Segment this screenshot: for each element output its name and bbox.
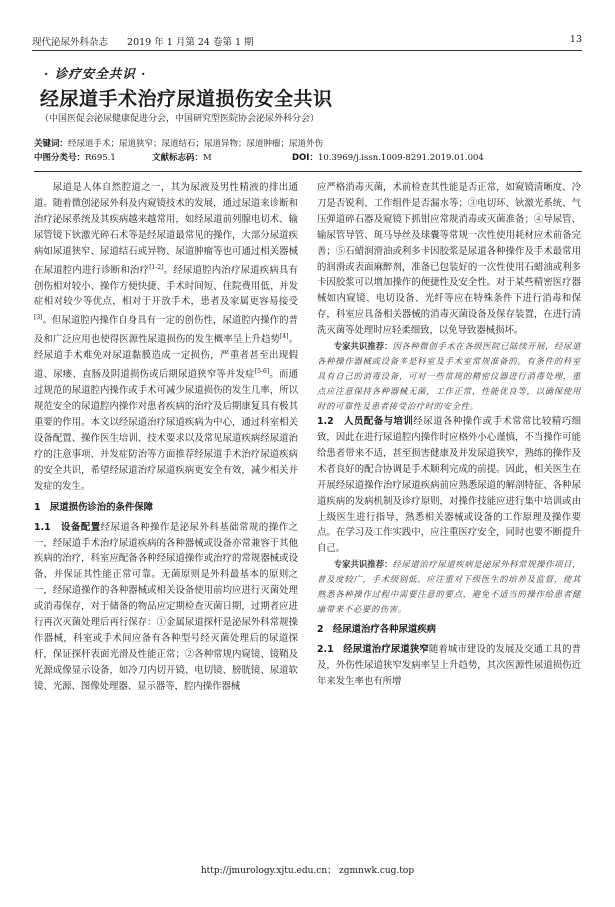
continued-paragraph: 应严格消毒灭菌，术前检查其性能是否正常，如窥镜清晰度、冷刀是否锐利、工作组件是否漏水等；③电切环、钬激光系统、气压弹道碎石器及窥镜下抓钳应常规消毒或灭菌准备；④导尿管、输尿管导管、斑马导丝及球囊等常规一次性使用耗材应术前备完善；⑤石蜡润滑油或利多卡因胶浆是尿道各种操作及手术最常用的润滑或表面麻醉剂，准备已包装好的一次性使用石蜡油或利多卡因胶浆可以增加操作的便捷性及安全性。对于某些精密医疗器械如内窥镜、电切设备、光纤等应在特殊条件下进行消毒和保存，科室应具备相关器械的消毒灭菌设备及保存装置，在进行清洗灭菌等处理时应轻柔细致，以免导致器械损坏。 [317, 182, 581, 337]
left-column [34, 180, 298, 695]
keywords-label: 关键词： [34, 139, 69, 149]
subsection-heading-1-1: 1.1 设备配置 [34, 521, 101, 533]
meta-divider [34, 171, 582, 172]
ref-marker: [4] [280, 333, 289, 341]
article-author: （中国医促会泌尿健康促进分会，中国研究型医院协会泌尿外科分会） [40, 114, 320, 124]
clc-label: 中图分类号： [34, 153, 86, 163]
recommendation-label: 专家共识推荐： [333, 559, 393, 570]
running-header [32, 32, 582, 51]
ref-marker: [5-6] [254, 368, 270, 376]
section-heading-2: 2 经尿道治疗各种尿道疾病 [317, 624, 437, 636]
doi-value: 10.3969/j.issn.1009-8291.2019.01.004 [317, 153, 484, 163]
recommendation-label: 专家共识推荐： [333, 341, 393, 352]
doc-code-label: 文献标志码： [152, 153, 204, 163]
section-2-1-paragraph: 2.1 经尿道治疗尿道狭窄随着城市建设的发展及交通工具的普及，外伤性尿道狭窄发病率呈上升趋势，其次医源性尿道损伤近年来发生率也有所增 [317, 644, 581, 687]
article-title: 经尿道手术治疗尿道损伤安全共识 [40, 88, 333, 110]
journal-name: 现代泌尿外科杂志 [32, 37, 109, 48]
column-tag: · 诊疗安全共识 · [44, 66, 147, 81]
subsection-heading-1-2: 1.2 人员配备与培训 [317, 416, 414, 428]
header-left [32, 34, 270, 48]
right-column [317, 180, 581, 690]
ref-marker: [1-2] [149, 263, 164, 271]
keywords-row [34, 137, 582, 151]
keywords-value: 经尿道手术；尿道狭窄；尿道结石；尿道异物；尿道肿瘤；尿道外伤 [68, 139, 324, 149]
expert-recommendation-1: 专家共识推荐：因各种微创手术在各级医院已陆续开展，经尿道各种操作器械或设备多是科室及手术室常规准备的。有条件的科室具有自己的消毒设备，可对一些常规的精密仪器进行消毒处理，重点应注意保持各种器械无菌，工作正常，性能优良等，以确保使用时的可靠性及患者接受治疗时的安全性。 [317, 341, 581, 412]
doi-label: DOI： [292, 153, 318, 163]
footer-urls: http://jmurology.xjtu.edu.cn； zgmnwk.cug.top [200, 866, 415, 876]
issue-info: 2019 年 1 月第 24 卷第 1 期 [127, 37, 254, 48]
subsection-heading-2-1: 2.1 经尿道治疗尿道狭窄 [317, 644, 429, 656]
clc-value: R695.1 [85, 153, 116, 163]
ref-marker: [3] [34, 314, 43, 322]
section-heading-1: 1 尿道损伤诊治的条件保障 [34, 501, 154, 513]
intro-paragraph: 尿道是人体自然腔道之一，其为尿液及男性精液的排出通道。随着微创泌尿外科及内窥镜技术的发展，通过尿道来诊断和治疗泌尿系统及其疾病越来越常用，如经尿道前列腺电切术、输尿管镜下钬激光碎石术等是经尿道最常见的操作，大部分尿道疾病如尿道狭窄、尿道结石或异物、尿道肿瘤等也可通过相关器械在尿道腔内进行诊断和治疗[1-2]。经尿道腔内治疗尿道疾病具有创伤相对较小、操作方便快捷、手术时间短、住院费用低、并发症相对较少等优点，相对于开放手术，患者及家属更容易接受[3]。但尿道腔内操作自身具有一定的创伤性，尿道腔内操作的普及和广泛应用也使得医源性尿道损伤的发生概率呈上升趋势[4]。经尿道手术难免对尿道黏膜造成一定损伤，严重者甚至出现假道、尿瘘、直肠及阴道损伤或后期尿道狭窄等并发症[5-6]。而通过规范的尿道腔内操作或手术可减少尿道损伤的发生几率，所以规范安全的尿道腔内操作对患者疾病的治疗及后期康复具有极其重要的作用。本文以经尿道治疗尿道疾病为中心，通过科室相关设备配置、操作医生培训、技术要求以及常见尿道疾病经尿道治疗的注意事项、并发症防治等方面推荐经尿道手术治疗尿道疾病的安全共识，希望经尿道治疗尿道疾病更安全有效，减少相关并发症的发生。 [34, 182, 298, 492]
article-meta [34, 137, 582, 165]
doc-code-value: M [203, 153, 212, 163]
expert-recommendation-2: 专家共识推荐：经尿道治疗尿道疾病是泌尿外科常规操作项目，普及度较广，手术级别低。应注重对下级医生的培养及监督，使其熟悉各种操作过程中需要注意的要点，避免不适当的操作给患者健康带来不必要的伤害。 [317, 559, 581, 615]
classification-row [34, 151, 582, 165]
section-1-1-paragraph: 1.1 设备配置经尿道各种操作是泌尿外科基础常规的操作之一，经尿道手术治疗尿道疾病的各种器械或设备亦常兼容于其他疾病的治疗，科室应配备各种经尿道操作或治疗的常规器械或设备，并保证其性能正常可靠。无菌原则是外科最基本的原则之一，经尿道操作的各种器械或相关设备使用前均应进行灭菌处理或消毒保存，对于储备的物品应定期检查灭菌日期，过期者应进行再次灭菌处理后再行保存：①金属尿道探杆是泌尿外科常规操作器械，科室或手术间应备有各种型号经灭菌处理后的尿道探杆，保证探杆表面光滑及性能正常；②各种常规内窥镜、镜鞘及光源成像显示设备，如冷刀内切开镜、电切镜、膀胱镜、尿道软镜、光源、图像处理器、显示器等，腔内操作器械 [34, 521, 298, 692]
section-1-2-paragraph: 1.2 人员配备与培训经尿道各种操作或手术常常比较精巧细致，因此在进行尿道腔内操作时应格外小心谨慎，不当操作可能给患者带来不适，甚至损害健康及并发尿道狭窄，熟练的操作及术者良好的配合协调是手术顺利完成的前提。因此，相关医生在开展经尿道操作治疗尿道疾病前应熟悉尿道的解剖特征、各种尿道疾病的发病机制及诊疗原则，对操作技能应进行集中培训或由上级医生进行指导，熟悉相关器械或设备的工作原理及操作要点。在学习及工作实践中，应注重医疗安全，同时也要不断提升自己。 [317, 416, 581, 555]
page-number: 13 [569, 34, 582, 45]
